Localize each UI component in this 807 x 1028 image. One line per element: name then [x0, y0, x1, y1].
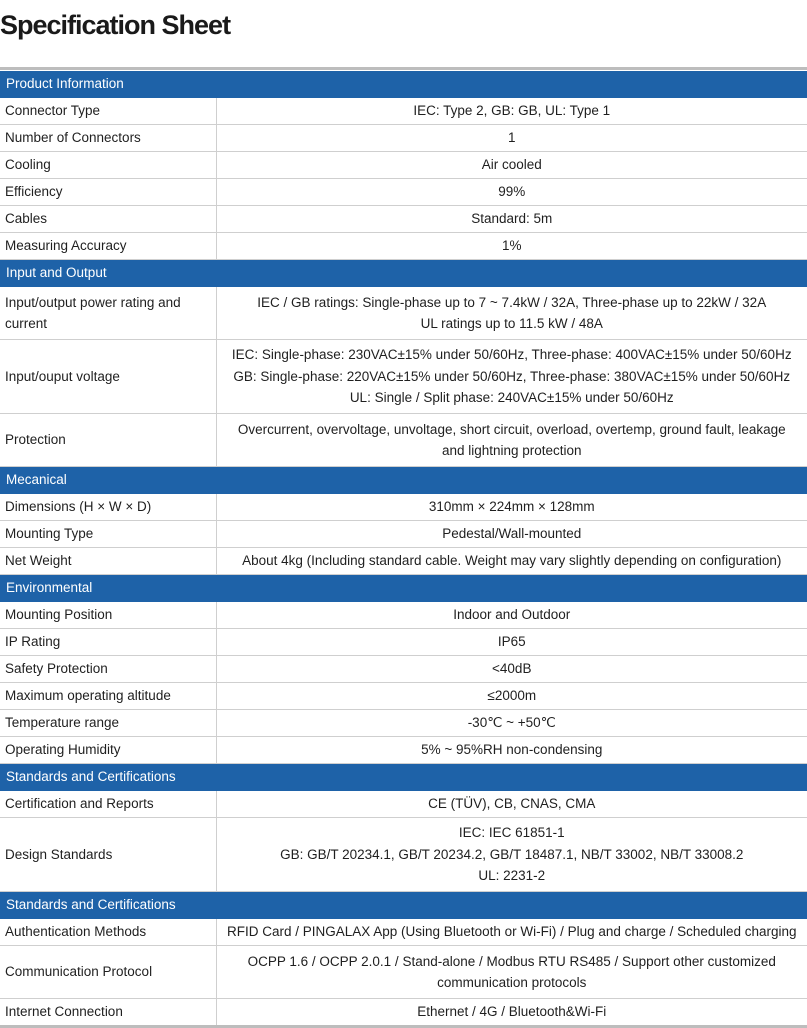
spec-value — [216, 521, 807, 548]
spec-value-line: 310mm × 224mm × 128mm — [428, 499, 595, 515]
spec-row — [0, 710, 807, 737]
spec-value — [216, 683, 807, 710]
spec-label: Number of Connectors — [0, 125, 216, 152]
spec-row — [0, 414, 807, 467]
section-header — [0, 764, 807, 791]
top-divider — [0, 67, 807, 70]
spec-row — [0, 521, 807, 548]
spec-value-line: -30℃ ~ +50℃ — [467, 715, 556, 731]
spec-row — [0, 233, 807, 260]
spec-label: Measuring Accuracy — [0, 233, 216, 260]
spec-value — [216, 602, 807, 629]
spec-value-line: IEC: Type 2, GB: GB, UL: Type 1 — [413, 103, 611, 119]
spec-value-line: Pedestal/Wall-mounted — [442, 526, 582, 542]
spec-row — [0, 152, 807, 179]
section-header — [0, 71, 807, 98]
section-header — [0, 467, 807, 494]
section-title: Standards and Certifications — [0, 764, 807, 791]
spec-label: Safety Protection — [0, 656, 216, 683]
section-title: Input and Output — [0, 260, 807, 287]
spec-value — [216, 818, 807, 892]
spec-row — [0, 179, 807, 206]
spec-row — [0, 287, 807, 340]
spec-label: Cooling — [0, 152, 216, 179]
spec-row — [0, 340, 807, 414]
spec-value — [216, 179, 807, 206]
spec-row — [0, 494, 807, 521]
spec-row — [0, 919, 807, 946]
spec-value-line: ≤2000m — [487, 688, 537, 704]
spec-table-body — [0, 71, 807, 1027]
page-title: Specification Sheet — [0, 10, 231, 40]
spec-label: Communication Protocol — [0, 946, 216, 999]
spec-value — [216, 98, 807, 125]
spec-row — [0, 999, 807, 1027]
section-header — [0, 575, 807, 602]
section-header — [0, 260, 807, 287]
spec-value-line: communication protocols — [437, 975, 587, 990]
spec-label: IP Rating — [0, 629, 216, 656]
spec-value — [216, 340, 807, 414]
spec-value-line: Standard: 5m — [471, 211, 553, 227]
spec-value-line: UL: 2231-2 — [478, 868, 546, 884]
spec-row — [0, 125, 807, 152]
spec-value-line: and lightning protection — [441, 443, 582, 458]
spec-row — [0, 656, 807, 683]
spec-label: Maximum operating altitude — [0, 683, 216, 710]
spec-value — [216, 152, 807, 179]
spec-label: Net Weight — [0, 548, 216, 575]
spec-row — [0, 629, 807, 656]
spec-label: Design Standards — [0, 818, 216, 892]
spec-value-line: About 4kg (Including standard cable. Weight may vary slightly depending on configuration) — [242, 553, 782, 569]
spec-label: Internet Connection — [0, 999, 216, 1027]
spec-label: Mounting Type — [0, 521, 216, 548]
spec-value — [216, 233, 807, 260]
spec-value — [216, 629, 807, 656]
spec-value — [216, 656, 807, 683]
spec-row — [0, 791, 807, 818]
spec-value-line: Overcurrent, overvoltage, unvoltage, short circuit, overload, overtemp, ground fault, leakage — [237, 421, 786, 437]
spec-value-line: Indoor and Outdoor — [453, 607, 571, 623]
spec-value — [216, 946, 807, 999]
spec-row — [0, 98, 807, 125]
spec-row — [0, 737, 807, 764]
section-title: Mecanical — [0, 467, 807, 494]
spec-value — [216, 414, 807, 467]
spec-label: Efficiency — [0, 179, 216, 206]
spec-value — [216, 791, 807, 818]
spec-value — [216, 737, 807, 764]
spec-label: Operating Humidity — [0, 737, 216, 764]
section-title: Standards and Certifications — [0, 892, 807, 919]
spec-value-line: 1% — [501, 238, 522, 254]
spec-value-line: IP65 — [497, 634, 526, 650]
spec-label: Mounting Position — [0, 602, 216, 629]
spec-value-line: RFID Card / PINGALAX App (Using Bluetooth or Wi-Fi) / Plug and charge / Scheduled charging — [226, 924, 797, 940]
spec-label: Dimensions (H × W × D) — [0, 494, 216, 521]
section-title: Environmental — [0, 575, 807, 602]
spec-value-line: UL ratings up to 11.5 kW / 48A — [420, 316, 603, 331]
spec-value — [216, 125, 807, 152]
spec-value — [216, 710, 807, 737]
spec-label: Input/output power rating and current — [0, 287, 216, 340]
spec-value-line: GB: GB/T 20234.1, GB/T 20234.2, GB/T 18487.1, NB/T 33002, NB/T 33008.2 — [280, 846, 744, 862]
spec-label: Input/ouput voltage — [0, 340, 216, 414]
spec-row — [0, 548, 807, 575]
spec-value-line: Air cooled — [481, 157, 542, 173]
spec-value-line: Ethernet / 4G / Bluetooth&Wi-Fi — [417, 1004, 607, 1020]
spec-value — [216, 206, 807, 233]
spec-value-line: UL: Single / Split phase: 240VAC±15% under 50/60Hz — [349, 390, 674, 406]
spec-value-line: IEC: Single-phase: 230VAC±15% under 50/60Hz, Three-phase: 400VAC±15% under 50/60Hz — [231, 347, 792, 363]
spec-value-line: OCPP 1.6 / OCPP 2.0.1 / Stand-alone / Modbus RTU RS485 / Support other customized — [247, 953, 776, 969]
spec-label: Connector Type — [0, 98, 216, 125]
spec-row — [0, 683, 807, 710]
spec-value-line: <40dB — [492, 661, 532, 677]
section-header — [0, 892, 807, 919]
spec-value-line: IEC: IEC 61851-1 — [458, 825, 565, 841]
spec-value — [216, 548, 807, 575]
spec-value-line: IEC / GB ratings: Single-phase up to 7 ~ 7.4kW / 32A, Three-phase up to 22kW / 32A — [257, 294, 767, 310]
spec-row — [0, 818, 807, 892]
spec-label: Cables — [0, 206, 216, 233]
spec-value-line: 99% — [498, 184, 526, 200]
spec-table — [0, 71, 807, 1028]
section-title: Product Information — [0, 71, 807, 98]
spec-row — [0, 946, 807, 999]
spec-label: Authentication Methods — [0, 919, 216, 946]
spec-value — [216, 919, 807, 946]
spec-row — [0, 206, 807, 233]
spec-value-line: CE (TÜV), CB, CNAS, CMA — [428, 796, 596, 812]
spec-row — [0, 602, 807, 629]
spec-value-line: GB: Single-phase: 220VAC±15% under 50/60Hz, Three-phase: 380VAC±15% under 50/60Hz — [233, 368, 791, 384]
spec-value-line: 5% ~ 95%RH non-condensing — [421, 742, 603, 758]
spec-value — [216, 999, 807, 1027]
spec-label: Certification and Reports — [0, 791, 216, 818]
spec-value — [216, 494, 807, 521]
spec-value-line: 1 — [507, 130, 516, 146]
spec-label: Protection — [0, 414, 216, 467]
spec-label: Temperature range — [0, 710, 216, 737]
spec-value — [216, 287, 807, 340]
